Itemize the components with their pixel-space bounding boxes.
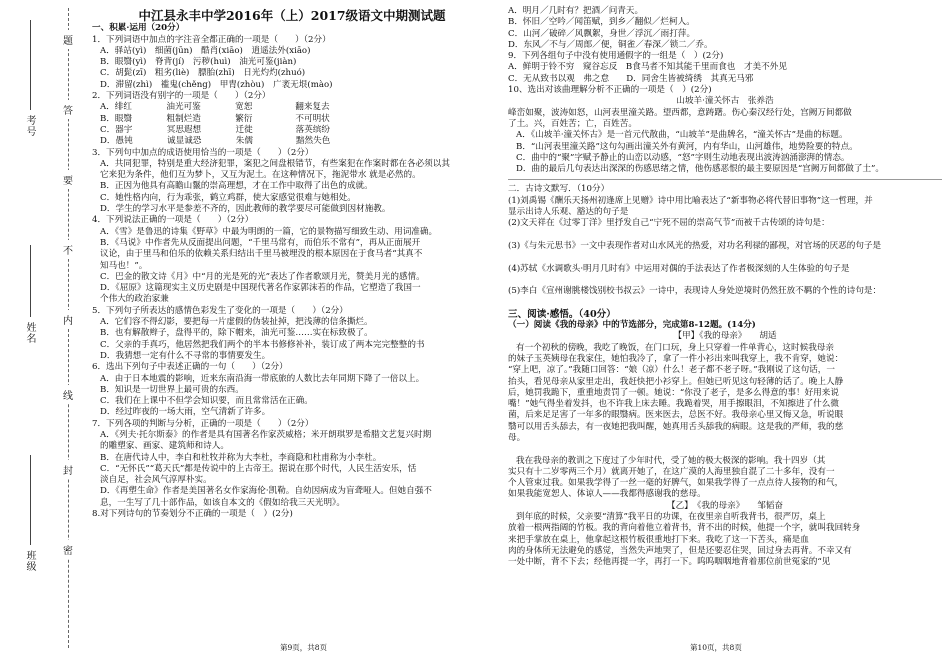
right-page-footer: 第10页，共8页 [690,643,742,652]
right-text-line: 9．下列各组句子中没有使用通假字的一组是（ ）(2分) [508,51,724,62]
right-text-line: 抬头，看见母亲从家里走出，我赶快把小衫穿上。但她已听见这句轻薄的话了。晚上人静 [508,376,844,387]
left-text-line: 2．下列词语没有别字的一项是（ ）（2分） [92,91,271,102]
left-text-line: C．“无怀氏”“葛天氏”都是传说中的上古帝王。据说在那个时代，人民生活安乐，恬 [100,463,417,474]
right-text-line [508,230,942,241]
right-text-line: D．东风／不与／周郎／便，铜雀／春深／锁二／乔。 [508,39,713,50]
right-text-line: “穿上吧，凉了。”我随口回答：“娘（凉）什么！老子都不老子呀。”我刚说了这句话，一 [508,365,835,376]
seal-char: 要 [63,170,73,189]
right-text-line: D．曲的最后几句表达出深深的伤感思绪之情，他伤感恶恨的最主要原因是“宫阙万间都做了土”。 [516,164,885,175]
right-text-line: 菌，后来足足害了一年多的眼翳病。医来医去，总医不好。我母亲心里又悔又急，听说眼 [508,410,844,421]
right-text-line: A．鲜明于铃不穷 窥谷忘反 B食马者不知其能千里而食也 才美不外见 [508,62,787,73]
right-text-line: (5)李白《宣州谢朓楼饯别校书叔云》一诗中，表现诗人身处逆境时仍然狂放不羁的个性的诗句是： [508,286,882,297]
left-page-column [92,0,492,520]
seal-char: 密 [63,540,73,559]
left-text-line: A．驿站(yì) 细菌(jūn) 酷肖(xiāo) 逍遥法外(xiāo) [100,45,311,56]
left-text-line: B．正因为他具有高瞻山鬣的崇高理想，才在工作中取得了出色的成就。 [100,181,373,192]
left-text-line: 知马也！”。 [100,260,148,271]
left-text-line: 它来犯为条件，他们互为梦卜，又互为泥土。在这种情况下，拖泥带水 就是必然的。 [100,170,421,181]
left-text-line: B．眼翳(yì) 脊背(jí) 污秽(huì) 油光可鉴(jiàn) [100,57,297,68]
left-text-line: 个伟大的政治家兼 [100,294,169,305]
left-text-line: 议论，由于里马和伯乐的依赖关系归结出千里马被埋没的根本原因在于食马者“其真不 [100,249,423,260]
right-text-line: 实只有十二岁零两三个月）就离开她了，在这广漠的人海里独自混了二十多年，没有一 [508,466,835,477]
right-text-line: 山坡羊·潼关怀古 张养浩 [676,96,774,107]
seal-char: 答 [63,100,73,119]
right-text-line: 有一个初秋的傍晚，我吃了晚饭，在门口玩，身上只穿着一件单背心，这时候我母亲 [516,342,834,353]
left-text-line: D．愚钝 诚显诚恐 朱儒 黯然失色 [100,136,331,147]
right-text-line: 后，她罚我跪下，重重地责罚了一顿。她说：“你没了老子，是多么得意的事！好用来说 [508,387,839,398]
seal-char: 线 [63,385,73,404]
left-text-line: 7．下列各项的判断与分析，正确的一项是（ ）（2分） [92,418,314,429]
left-text-line: A．绯红 油光可鉴 宽恕 翻来复去 [100,102,330,113]
right-text-line [508,252,942,263]
left-text-line: B．眼翳 粗制烂造 繁衍 不可明状 [100,113,330,124]
left-text-line: C．父亲的手真巧，他居然把我们两个的半本书修修补补，装订成了两本完完整整的书 [100,339,425,350]
right-text-line: 【乙】 《我的母亲》 邹韬奋 [666,500,783,511]
left-text-line: D．经过昨夜的一场大雨，空气清新了许多。 [100,407,271,418]
left-text-line: 息，一生写了几十部作品，如该自本文的《假如给我三天光明》。 [100,497,345,508]
name-label: 姓名 [24,322,35,344]
right-question-list [508,6,942,569]
left-text-line: 4．下列说法正确的一项是（ ）（2分） [92,215,254,226]
right-text-line: 二．古诗文默写．（10分） [508,184,610,195]
left-text-line: 淡自足，社会风气淳厚朴实。 [100,475,212,486]
left-text-line: A．由于日本地震的影响，近来东南沿海一带底旅的人数比去年同期下降了一倍以上。 [100,373,425,384]
right-text-line: (1)刘禹锡《酬乐天扬州初逢席上见赠》诗中用比喻表达了“新事物必将代替旧事物”这一哲理，并 [508,195,873,206]
right-page-column [508,0,942,569]
right-text-line: 到年底的时候，父亲要“清算”我平日的功课，在夜里亲自听我背书，很严厉，桌上 [516,512,826,523]
right-text-line: 显示出诗人乐观、豁达的句子是 [508,207,629,218]
right-text-line: 放着一根两指阔的竹板。我的背向着他立着背书，背不出的时候，他提一个字，就叫我回转身 [508,523,861,534]
right-text-line [508,297,942,308]
left-text-line: C．胡髭(zī) 粗劣(liè) 膘胎(zhī) 日光灼灼(zhuó) [100,68,306,79]
left-text-line: 1．下列词语中加点的字注音全都正确的一项是（ ）（2分） [92,34,331,45]
left-text-line: A．它们容不得幻影，要把每一片虚假的伪装扯掉，把浅薄的信条撕烂。 [100,317,373,328]
exam-sealing-margin [0,0,88,658]
left-text-line: A．《雪》是鲁迅的诗集《野草》中最为明朗的一篇，它的景物描写细致生动、用词准确。 [100,226,438,237]
right-text-line: 个人管束过我。如果我学得了一丝一毫的好脾气，如果我学得了一点点待人接物的和气， [508,478,844,489]
left-text-line: B．知识是一切世界上最可贵的东西。 [100,384,244,395]
class-label: 班级 [24,550,35,572]
right-text-line: 一处中断，背不下去；经他再提一字，再打一下。呜呜咽咽地背着那位前世冤家的“见 [508,557,831,568]
left-text-line: D．《再塑生命》作者是美国著名女作家海伦·凯勒。自幼因病成为盲聋哑人。但她自强不 [100,486,432,497]
left-text-line: 6．选出下列句子中表述正确的一句（ ）（2分） [92,362,288,373]
right-text-line: 峰峦如聚，波涛如怒，山河表里潼关路。望西都，意踌躇。伤心秦汉经行处，宫阙万间都做 [508,107,852,118]
right-text-line: B．怀旧／空吟／闻笛赋，到乡／翻似／烂柯人。 [508,17,695,28]
seal-char: 题 [63,30,73,49]
left-text-line: A．《列夫·托尔斯泰》的作者是具有国著名作家茨威格；米开朗琪罗是希腊文艺复兴时期 [100,429,432,440]
seal-char: 封 [63,460,73,479]
left-text-line: B．在唐代诗人中，李白和杜牧并称为大李杜，李商隐和杜甫称为小李杜。 [100,452,382,463]
left-text-line: D．我猜想一定有什么不寻常的事情要发生。 [100,350,271,361]
right-text-line: 如果我能宽恕人、体谅人——我都得感谢我的慈母。 [508,489,706,500]
right-text-line: 的妹子玉英姨母在我家住，她怕我冷了，拿了一件小衫出来叫我穿上，我不肯穿，她说： [508,353,844,364]
seal-char: 内 [63,310,73,329]
right-text-line [508,179,942,180]
right-text-line [508,444,942,455]
left-text-line: B．《马说》中作者先从反面提出问题，“千里马常有，而伯乐不常有”，再从正面展开 [100,237,421,248]
right-text-line: C．山河／破碎／风飘絮，身世／浮沉／雨打萍。 [508,28,696,39]
right-text-line: （一）阅读《我的母亲》中的节选部分，完成第8-12题。(14分) [508,320,756,331]
left-text-line: C．器宇 冥思遐想 迁徙 落英缤纷 [100,124,331,135]
left-text-line: 一、积累·运用（20分） [92,23,185,34]
right-text-line: B．“山河表里潼关路”这句勾画出潼关外有黄河，内有华山，山河雄伟，地势险要的特点。 [516,141,858,152]
left-text-line: 5．下列句子所表达的感情色彩发生了变化的一项是（ ）（2分） [92,305,348,316]
left-question-list [92,23,492,520]
right-text-line: (4)苏轼《水调歌头·明月几时有》中运用对偶的手法表达了作者极深刻的人生体验的句子是 [508,263,850,274]
right-text-line: A．《山坡羊·潼关怀古》是一首元代散曲，“山坡羊”是曲牌名，“潼关怀古”是曲的标题。 [516,130,848,141]
right-text-line: (2)文天祥在《过零丁洋》里抒发自己“宁死不屈的崇高气节”而被千古传颂的诗句是： [508,218,830,229]
right-text-line: C．无从致书以观 弗之怠 D．同舍生皆被绮绣 其真无马邪 [508,73,754,84]
right-text-line: 了土。兴，百姓苦；亡，百姓苦。 [508,118,637,129]
right-text-line: A．明月／几时有？把酒／问青天。 [508,6,644,16]
left-text-line: C．她性格内向，行为乖张，鹤立鸡群，使大家感觉很难与她相处。 [100,192,356,203]
exam-title: 中江县永丰中学2016年（上）2017级语文中期测试题 [138,8,446,23]
left-text-line: A．共同犯罪，特别是重大经济犯罪，案犯之间盘根错节，有些案犯在作案时都在各必须以其 [100,158,450,169]
left-text-line: B．也有解散辫子，盘得平的，除下帽来，油光可鉴……实在标致极了。 [100,328,373,339]
right-text-line: (3)《与朱元思书》一文中表现作者对山水风光的热爱，对功名利禄的鄙视，对官场的厌恶的句子是 [508,240,882,251]
left-text-line: D．《屈原》这篇现实主义历史剧是中国现代著名作家郭沫若的作品，它塑造了我国一 [100,283,421,294]
seal-char: 不 [63,240,73,259]
class-line [30,455,31,545]
right-text-line: C．曲中的“聚”字赋予静止的山峦以动感，“怒”字则生动地表现出波涛汹涌澎湃的情态。 [516,152,850,163]
left-text-line: 3．下列句中加点的成语使用恰当的一项是（ ）（2分） [92,147,314,158]
left-text-line: 8.对下列诗句的节奏划分不正确的一项是（ ）(2分) [92,509,293,520]
right-text-line: 母。 [508,432,526,443]
right-text-line: 嘴！”她气得坐着发抖，也不许我上床去睡。我跪着哭，用手擦眼泪，不知擦进了什么微 [508,399,839,410]
left-text-line: C．巴金的散文诗《月》中“月的光是死的光”表达了作者歌颂月光，赞美月光的感情。 [100,271,425,282]
exam-number-label: 考号 [24,115,35,137]
right-text-line: 我在我母亲的教训之下度过了少年时代，受了她的极大极深的影响。我十四岁（其 [516,455,826,466]
exam-number-line [30,20,31,110]
left-page-footer: 第9页，共8页 [280,643,328,652]
name-line [30,245,31,317]
left-text-line: D．滞留(zhì) 褴鬼(chěng) 甲胄(zhòu) 广袤无垠(mào) [100,79,333,90]
right-text-line: 肉的身体所无法避免的感觉，当然失声地哭了，但是还要忍住哭，回过身去再背。不幸又有 [508,545,852,556]
left-text-line: D．学生的学习水平是参差不齐的，因此教师的教学要尽可能做到因材施教。 [100,204,391,215]
right-text-line: 翳可以用舌头舔去，有一夜她把我叫醒，她真用舌头舔我的病眼。这是我的严师，我的慈 [508,421,844,432]
right-text-line: 10、选出对该曲理解分析不正确的一项是（ ）(2分) [508,85,712,96]
right-text-line: 【甲】《我的母亲》 胡适 [673,331,777,342]
right-text-line: 三、阅读·感悟。（40分） [508,308,616,320]
right-text-line [508,275,942,286]
right-text-line: 来把手掌放在桌上，他拿起这根竹板很重地打下来。我吃了这一下苦头，痛是血 [508,534,809,545]
left-text-line: C．我们在上课中不但学会知识要，而且常常活在正确。 [100,396,313,407]
left-text-line: 的雕塑家、画家、建筑师和诗人。 [100,441,229,452]
